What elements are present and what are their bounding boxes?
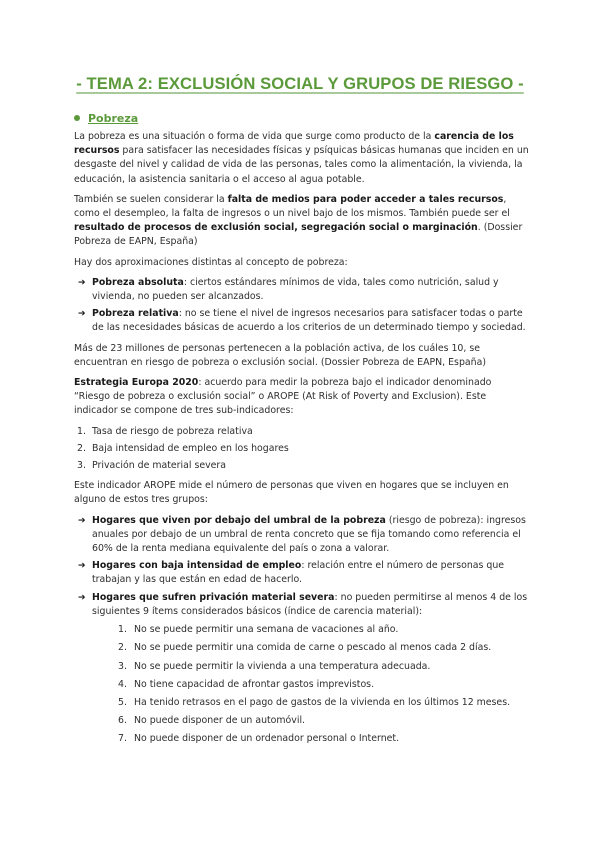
paragraph-arope: Este indicador AROPE mide el número de personas que viven en hogares que se incluyen en alguno de estos tres grupos: — [74, 480, 509, 506]
list-item: ➔ Hogares que sufren privación material severa: no pueden permitirse al menos 4 de los siguientes 9 ítems considerados básicos (índice de carencia material): 1. No se puede permitir una semana de vacaciones al año. 2. No se puede permitir una comida de carne o pescado al menos cada 2 días. 3. No se puede permitir la vivienda a una temperatura adecuada. 4. No tiene capacidad de afrontar gastos imprevistos. 5. Ha tenido retrasos en el pago de gastos de la vivienda en los últimos 12 meses. 6. No puede disponer de un automóvil. 7. No puede disponer de un ordenador personal o Internet. — [74, 591, 530, 747]
list-item: ➔ Hogares con baja intensidad de empleo: relación entre el número de personas que trabajan y las que están en edad de hacerlo. — [78, 560, 505, 586]
material-deprivation-items — [92, 623, 530, 746]
paragraph-statistics: Más de 23 millones de personas pertenecen a la población activa, de los cuáles 10, se encuentran en riesgo de pobreza o exclusión social. (Dossier Pobreza de EAPN, España) — [74, 342, 486, 368]
list-item: 6. No puede disponer de un automóvil. — [118, 715, 306, 727]
approaches-list — [74, 276, 530, 336]
list-item: 2. Baja intensidad de empleo en los hogares — [77, 442, 289, 454]
page-title-text: - TEMA 2: EXCLUSIÓN SOCIAL Y GRUPOS DE RIESGO - — [76, 74, 524, 93]
subindicators-list — [74, 425, 530, 474]
list-item: 3. Privación de material severa — [77, 460, 227, 472]
groups-list — [74, 514, 530, 747]
paragraph-europa-2020: Estrategia Europa 2020: acuerdo para medir la pobreza bajo el indicador denominado “Riesgo de pobreza o exclusión social” o AROPE (At Risk of Poverty and Exclusion). Este indicador se compone de tres sub-indicadores: — [74, 377, 492, 417]
list-item: 2. No se puede permitir una comida de carne o pescado al menos cada 2 días. — [118, 642, 492, 654]
page-title — [0, 74, 600, 94]
section-label: Pobreza — [88, 112, 139, 125]
list-item: ➔ Pobreza absoluta: ciertos estándares mínimos de vida, tales como nutrición, salud y vivienda, no pueden ser alcanzados. — [78, 276, 499, 303]
list-item: 1. No se puede permitir una semana de vacaciones al año. — [118, 624, 399, 636]
paragraph-approaches-intro: Hay dos aproximaciones distintas al concepto de pobreza: — [74, 256, 348, 268]
arrow-icon: ➔ — [78, 515, 86, 526]
paragraph-lack-of-means: También se suelen considerar la falta de medios para poder acceder a tales recursos, como el desempleo, la falta de ingresos o un nivel bajo de los mismos. También puede ser el resultado de procesos de exclusión social, segregación social o marginación. (Dossier Pobreza de EAPN, España) — [74, 193, 523, 248]
section-heading — [74, 112, 138, 125]
arrow-icon: ➔ — [78, 277, 86, 288]
list-item: 5. Ha tenido retrasos en el pago de gastos de la vivienda en los últimos 12 meses. — [118, 696, 511, 708]
list-item: 4. No tiene capacidad de afrontar gastos imprevistos. — [118, 678, 375, 690]
paragraph-definition: La pobreza es una situación o forma de vida que surge como producto de la carencia de los recursos para satisfacer las necesidades físicas y psíquicas básicas humanas que inciden en un desgaste del nivel y calidad de vida de las personas, tales como la alimentación, la vivienda, la educación, la asistencia sanitaria o el acceso al agua potable. — [74, 131, 529, 185]
arrow-icon: ➔ — [78, 561, 86, 572]
list-item: 7. No puede disponer de un ordenador personal o Internet. — [118, 733, 400, 745]
arrow-icon: ➔ — [78, 592, 86, 603]
list-item: ➔ Hogares que viven por debajo del umbral de la pobreza (riesgo de pobreza): ingresos anuales por debajo de un umbral de renta concreto que se fija tomando como referencia el 60% de la renta mediana equivalente del país o zona a valorar. — [78, 514, 526, 555]
bullet-icon — [74, 115, 80, 121]
document-body — [74, 130, 530, 753]
list-item: 1. Tasa de riesgo de pobreza relativa — [77, 425, 253, 437]
list-item: 3. No se puede permitir la vivienda a una temperatura adecuada. — [118, 660, 431, 672]
list-item: ➔ Pobreza relativa: no se tiene el nivel de ingresos necesarios para satisfacer todas o parte de las necesidades básicas de acuerdo a los criterios de un determinado tiempo y sociedad. — [78, 308, 526, 334]
arrow-icon: ➔ — [78, 309, 86, 320]
